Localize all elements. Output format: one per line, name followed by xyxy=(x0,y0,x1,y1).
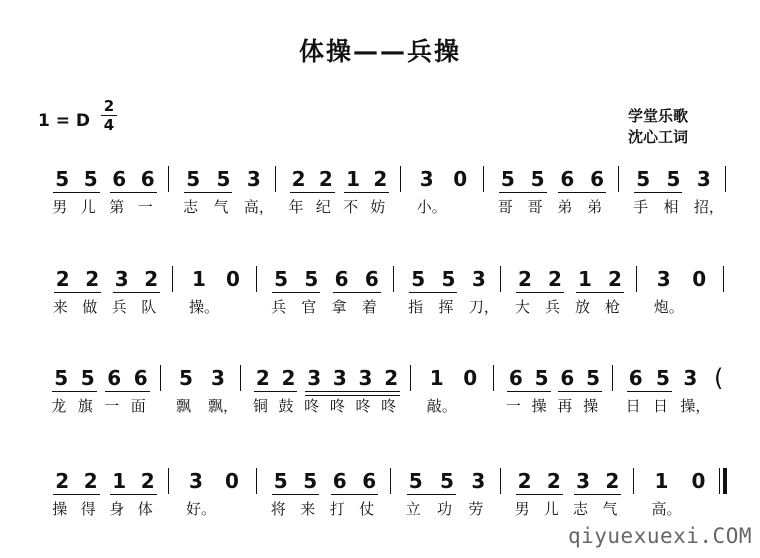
lyric-char: 弟 xyxy=(557,198,573,216)
jianpu-note: 0 xyxy=(692,267,707,291)
jianpu-note: 3 xyxy=(696,167,711,191)
jianpu-note: 5 xyxy=(55,167,70,191)
jianpu-note: 6 xyxy=(560,167,575,191)
lyric-char: 兵 xyxy=(111,298,127,316)
beam-line xyxy=(53,192,100,193)
barline xyxy=(618,166,619,192)
lyric-char: 指 xyxy=(408,298,424,316)
jianpu-note: 2 xyxy=(548,267,562,291)
lyric-char: 手 xyxy=(633,198,649,216)
jianpu-note: 2 xyxy=(605,469,620,493)
beam-line xyxy=(627,391,672,392)
jianpu-note: 2 xyxy=(373,167,388,191)
jianpu-note: 6 xyxy=(364,267,379,291)
lyric-char: 枪 xyxy=(605,298,621,316)
lyric-char: 身 xyxy=(109,500,125,518)
jianpu-note: 3 xyxy=(358,366,373,390)
jianpu-note: 5 xyxy=(530,167,545,191)
lyric-char: 飘 xyxy=(176,397,192,415)
jianpu-note: 2 xyxy=(291,167,306,191)
beam-line xyxy=(54,292,102,293)
beam-line xyxy=(254,391,298,392)
lyric-char: 哥 xyxy=(527,198,543,216)
jianpu-note: 1 xyxy=(192,267,206,291)
jianpu-note: 3 xyxy=(471,469,486,493)
lyric-char: 男 xyxy=(514,500,530,518)
beam-line xyxy=(558,192,606,193)
lyric-char: 操 xyxy=(52,500,68,518)
lyric-char: 刀， xyxy=(468,298,499,316)
beam-line xyxy=(344,192,389,193)
beam-line xyxy=(576,292,624,293)
barline xyxy=(168,166,169,192)
jianpu-note: 5 xyxy=(656,366,670,390)
jianpu-note: 5 xyxy=(440,469,454,493)
jianpu-note: 3 xyxy=(576,469,591,493)
jianpu-note: 5 xyxy=(500,167,515,191)
lyric-char: 兵 xyxy=(545,298,561,316)
jianpu-note: 5 xyxy=(186,167,201,191)
lyric-char: 第 xyxy=(109,198,125,216)
jianpu-note: 5 xyxy=(636,167,651,191)
lyric-char: 操。 xyxy=(189,298,220,316)
beam-line xyxy=(110,192,157,193)
barline xyxy=(168,468,169,494)
lyric-char: 仗 xyxy=(359,500,375,518)
jianpu-note: 1 xyxy=(346,167,361,191)
lyric-char: 咚 xyxy=(304,397,320,415)
jianpu-note: 6 xyxy=(133,366,148,390)
jianpu-note: 5 xyxy=(304,267,319,291)
lyric-char: 龙 xyxy=(51,397,67,415)
lyric-char: 操 xyxy=(583,397,599,415)
jianpu-note: 3 xyxy=(307,366,322,390)
lyric-char: 铜 xyxy=(252,397,268,415)
repeat-bracket: ( xyxy=(714,364,724,392)
barline xyxy=(633,468,634,494)
lyric-char: 气 xyxy=(602,500,618,518)
lyric-char: 日 xyxy=(625,397,641,415)
jianpu-note: 3 xyxy=(246,167,261,191)
beam-line xyxy=(105,391,150,392)
jianpu-note: 6 xyxy=(140,167,155,191)
lyric-char: 旗 xyxy=(77,397,93,415)
jianpu-note: 1 xyxy=(112,469,127,493)
jianpu-note: 6 xyxy=(112,167,127,191)
double-beam-line xyxy=(305,395,400,396)
lyric-char: 劳 xyxy=(468,500,484,518)
jianpu-note: 5 xyxy=(273,469,288,493)
lyric-char: 好。 xyxy=(186,500,217,518)
final-barline-thick xyxy=(723,468,727,494)
lyric-char: 队 xyxy=(141,298,157,316)
time-signature-top: 2 xyxy=(103,97,115,115)
lyric-char: 飘， xyxy=(208,397,239,415)
jianpu-note: 2 xyxy=(318,167,333,191)
jianpu-note: 6 xyxy=(332,469,347,493)
lyric-char: 哥 xyxy=(497,198,513,216)
lyric-char: 年 xyxy=(288,198,304,216)
barline xyxy=(393,266,394,292)
jianpu-note: 1 xyxy=(429,366,444,390)
jianpu-note: 3 xyxy=(419,167,434,191)
beam-line xyxy=(333,292,381,293)
jianpu-note: 3 xyxy=(471,267,486,291)
jianpu-note: 3 xyxy=(114,267,129,291)
jianpu-note: 2 xyxy=(255,366,270,390)
lyric-char: 儿 xyxy=(543,500,559,518)
jianpu-note: 3 xyxy=(189,469,203,493)
beam-line xyxy=(407,494,456,495)
lyric-char: 一 xyxy=(104,397,120,415)
key-signature: 1 = D xyxy=(38,111,91,131)
beam-line xyxy=(574,494,621,495)
jianpu-note: 2 xyxy=(140,469,155,493)
final-barline-thin xyxy=(719,468,720,494)
jianpu-note: 3 xyxy=(332,366,347,390)
time-signature xyxy=(101,98,117,133)
jianpu-note: 5 xyxy=(303,469,318,493)
lyric-char: 放 xyxy=(575,298,591,316)
beam-line xyxy=(507,391,551,392)
lyric-char: 操 xyxy=(531,397,547,415)
lyric-char: 打 xyxy=(329,500,345,518)
lyric-char: 来 xyxy=(52,298,68,316)
lyric-char: 志 xyxy=(183,198,199,216)
jianpu-note: 6 xyxy=(334,267,349,291)
credits xyxy=(628,106,688,148)
lyric-char: 大 xyxy=(515,298,531,316)
barline xyxy=(723,266,724,292)
lyric-char: 咚 xyxy=(381,397,397,415)
lyric-char: 得 xyxy=(80,500,96,518)
jianpu-note: 2 xyxy=(608,267,622,291)
barline xyxy=(612,365,613,391)
lyric-char: 鼓 xyxy=(278,397,294,415)
lyric-char: 弟 xyxy=(587,198,603,216)
barline xyxy=(483,166,484,192)
jianpu-note: 0 xyxy=(226,267,240,291)
jianpu-note: 2 xyxy=(83,469,98,493)
jianpu-note: 6 xyxy=(362,469,377,493)
beam-line xyxy=(516,292,564,293)
barline xyxy=(172,266,173,292)
barline xyxy=(500,266,501,292)
jianpu-note: 5 xyxy=(54,366,69,390)
beam-line xyxy=(634,192,682,193)
beam-line xyxy=(558,391,602,392)
watermark: qiyuexuexi.COM xyxy=(567,524,752,548)
jianpu-note: 5 xyxy=(179,366,193,390)
barline xyxy=(390,468,391,494)
barline xyxy=(256,468,257,494)
jianpu-note: 2 xyxy=(55,267,70,291)
lyric-char: 纪 xyxy=(315,198,331,216)
barline xyxy=(725,166,726,192)
credit-genre: 学堂乐歌 xyxy=(628,107,689,125)
beam-line xyxy=(516,494,563,495)
lyric-char: 挥 xyxy=(438,298,454,316)
beam-line xyxy=(53,494,100,495)
jianpu-note: 5 xyxy=(441,267,456,291)
jianpu-note: 5 xyxy=(216,167,231,191)
lyric-char: 拿 xyxy=(331,298,347,316)
jianpu-note: 2 xyxy=(55,469,70,493)
time-signature-bottom: 4 xyxy=(103,116,115,134)
lyric-char: 将 xyxy=(270,500,286,518)
lyric-char: 做 xyxy=(82,298,98,316)
beam-line xyxy=(499,192,547,193)
barline xyxy=(500,468,501,494)
jianpu-note: 5 xyxy=(666,167,681,191)
lyric-char: 高， xyxy=(243,198,274,216)
barline xyxy=(410,365,411,391)
jianpu-note: 6 xyxy=(590,167,605,191)
jianpu-note: 5 xyxy=(586,366,601,390)
lyric-char: 立 xyxy=(405,500,421,518)
jianpu-note: 0 xyxy=(225,469,239,493)
barline xyxy=(275,166,276,192)
beam-line xyxy=(113,292,161,293)
jianpu-note: 6 xyxy=(628,366,643,390)
jianpu-note: 3 xyxy=(211,366,225,390)
jianpu-note: 5 xyxy=(274,267,289,291)
jianpu-note: 2 xyxy=(144,267,159,291)
song-title: 体操——兵操 xyxy=(298,37,461,66)
lyric-char: 官 xyxy=(301,298,317,316)
jianpu-note: 5 xyxy=(408,469,423,493)
barline xyxy=(240,365,241,391)
jianpu-note: 2 xyxy=(546,469,561,493)
barline xyxy=(493,365,494,391)
jianpu-note: 3 xyxy=(683,366,698,390)
jianpu-note: 0 xyxy=(453,167,468,191)
lyric-char: 面 xyxy=(130,397,146,415)
beam-line xyxy=(290,192,335,193)
lyric-char: 相 xyxy=(663,198,679,216)
lyric-char: 一 xyxy=(137,198,153,216)
barline xyxy=(160,365,161,391)
jianpu-note: 0 xyxy=(463,366,478,390)
lyric-char: 咚 xyxy=(329,397,345,415)
lyric-char: 不 xyxy=(343,198,359,216)
lyric-char: 招， xyxy=(693,198,724,216)
jianpu-note: 1 xyxy=(578,267,592,291)
barline xyxy=(636,266,637,292)
lyric-char: 气 xyxy=(213,198,229,216)
lyric-char: 儿 xyxy=(80,198,96,216)
lyric-char: 咚 xyxy=(355,397,371,415)
lyric-char: 来 xyxy=(300,500,316,518)
beam-line xyxy=(184,192,232,193)
lyric-char: 小。 xyxy=(416,198,447,216)
lyric-char: 着 xyxy=(361,298,377,316)
lyric-char: 高。 xyxy=(651,500,682,518)
lyric-char: 再 xyxy=(557,397,573,415)
credit-lyricist: 沈心工词 xyxy=(628,128,689,146)
lyric-char: 敲。 xyxy=(426,397,457,415)
jianpu-note: 1 xyxy=(654,469,669,493)
jianpu-note: 6 xyxy=(508,366,523,390)
jianpu-note: 2 xyxy=(85,267,100,291)
beam-line xyxy=(409,292,457,293)
lyric-char: 功 xyxy=(437,500,453,518)
beam-line xyxy=(331,494,379,495)
beam-line xyxy=(272,292,320,293)
jianpu-note: 5 xyxy=(83,167,98,191)
barline xyxy=(256,266,257,292)
jianpu-note: 2 xyxy=(384,366,399,390)
lyric-char: 兵 xyxy=(271,298,287,316)
jianpu-note: 2 xyxy=(281,366,296,390)
jianpu-note: 6 xyxy=(107,366,122,390)
lyric-char: 操， xyxy=(680,397,711,415)
beam-line xyxy=(110,494,157,495)
barline xyxy=(400,166,401,192)
jianpu-note: 3 xyxy=(656,267,671,291)
beam-line xyxy=(272,494,320,495)
jianpu-note: 2 xyxy=(517,469,532,493)
lyric-char: 妨 xyxy=(370,198,386,216)
lyric-char: 体 xyxy=(137,500,153,518)
lyric-char: 一 xyxy=(505,397,521,415)
lyric-char: 志 xyxy=(573,500,589,518)
beam-line xyxy=(52,391,97,392)
jianpu-note: 5 xyxy=(411,267,426,291)
lyric-char: 男 xyxy=(52,198,68,216)
lyric-char: 日 xyxy=(653,397,669,415)
jianpu-note: 0 xyxy=(691,469,706,493)
lyric-char: 炮。 xyxy=(653,298,684,316)
jianpu-note: 5 xyxy=(534,366,549,390)
beam-line xyxy=(305,391,400,392)
jianpu-note: 6 xyxy=(560,366,575,390)
jianpu-note: 5 xyxy=(80,366,95,390)
jianpu-note: 2 xyxy=(518,267,532,291)
